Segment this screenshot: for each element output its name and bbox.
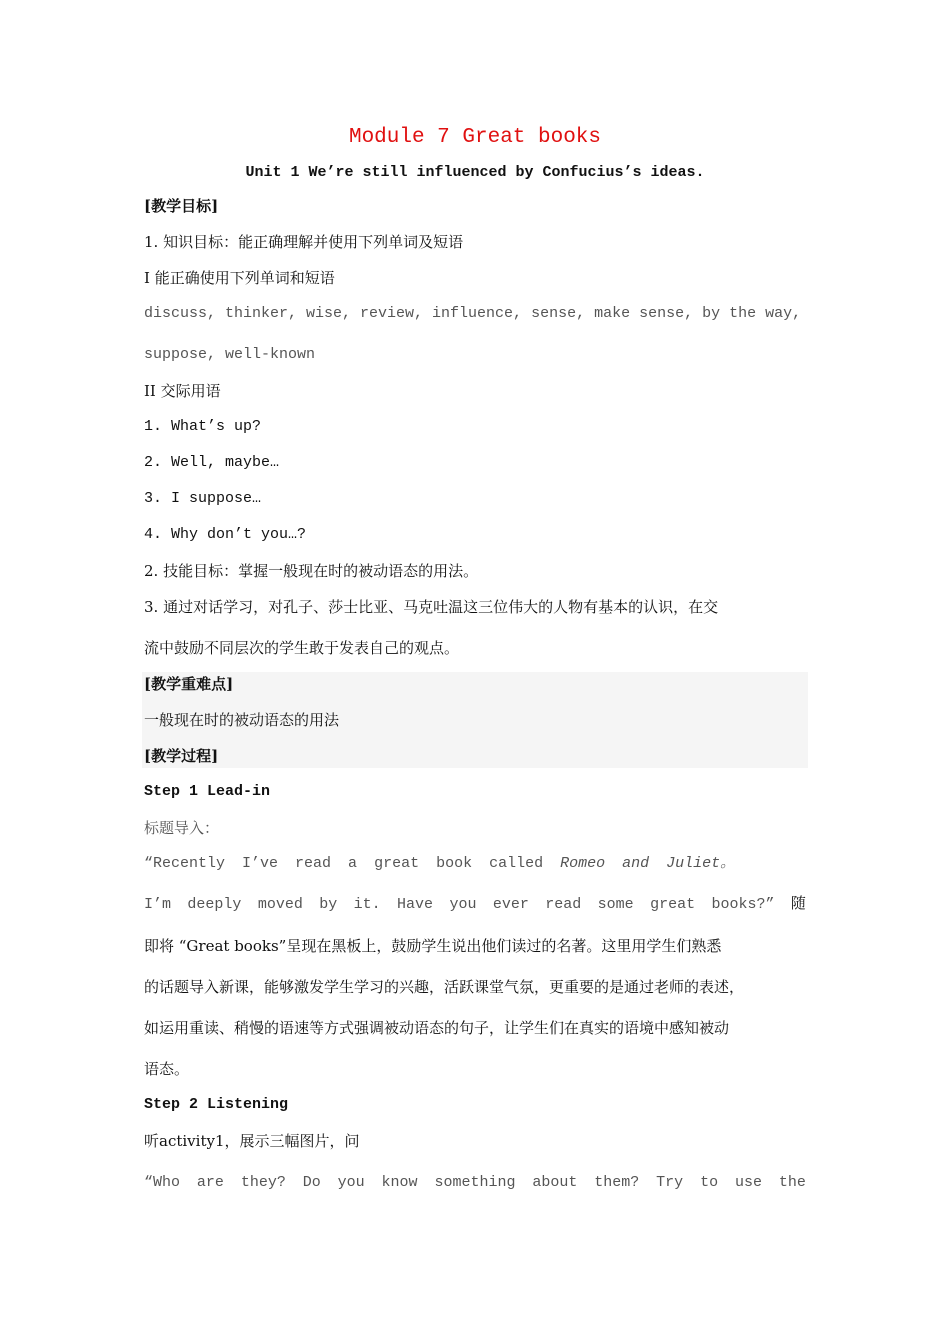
- section-heading-goals: [教学目标]: [144, 197, 219, 215]
- step1-heading: Step 1 Lead-in: [144, 783, 271, 800]
- step2-heading: Step 2 Listening: [144, 1096, 289, 1113]
- module-title: Module 7 Great books: [348, 126, 602, 149]
- word: ever: [492, 896, 529, 913]
- goal-knowledge: 1. 知识目标：能正确理解并使用下列单词及短语: [144, 233, 464, 251]
- word: Have: [397, 896, 434, 913]
- word: it.: [353, 896, 381, 913]
- word: Juliet。: [666, 855, 736, 872]
- word: to: [700, 1174, 719, 1191]
- step1-paragraph-line-2: 的话题导入新课，能够激发学生学习的兴趣，活跃课堂气氛，更重要的是通过老师的表述，: [144, 978, 745, 996]
- word: called: [489, 855, 544, 872]
- step1-paragraph-line-1: 即将 “Great books”呈现在黑板上，鼓励学生说出他们读过的名著。这里用学生们熟悉: [144, 937, 722, 955]
- word: book: [436, 855, 473, 872]
- word: and: [622, 855, 650, 872]
- word: are: [196, 1174, 224, 1191]
- phrase-item: 1. What’s up?: [144, 418, 262, 435]
- step2-text: 听activity1，展示三幅图片，问: [144, 1132, 360, 1150]
- word: read: [295, 855, 332, 872]
- goal-emotion-line-1: 3. 通过对话学习，对孔子、莎士比亚、马克吐温这三位伟大的人物有基本的认识，在交: [144, 598, 719, 616]
- word: great: [650, 896, 696, 913]
- word: some: [597, 896, 634, 913]
- part-vocabulary-heading: I 能正确使用下列单词和短语: [144, 269, 335, 287]
- word: 随: [790, 896, 806, 913]
- word: I’ve: [242, 855, 279, 872]
- part-phrases-heading: II 交际用语: [144, 382, 221, 400]
- vocabulary-line-2: suppose, well-known: [144, 346, 316, 363]
- section-heading-process: [教学过程]: [144, 747, 219, 765]
- word: deeply: [187, 896, 242, 913]
- word: “Recently: [144, 855, 226, 872]
- word: something: [434, 1174, 516, 1191]
- word: moved: [257, 896, 303, 913]
- phrase-item: 3. I suppose…: [144, 490, 262, 507]
- quote-line-1: [144, 854, 735, 874]
- word: they?: [240, 1174, 286, 1191]
- word: use: [734, 1174, 762, 1191]
- phrase-item: 2. Well, maybe…: [144, 454, 280, 471]
- step1-paragraph-line-3: 如运用重读、稍慢的语速等方式强调被动语态的句子，让学生们在真实的语境中感知被动: [144, 1019, 730, 1037]
- word: “Who: [144, 1174, 181, 1191]
- word: books?”: [711, 896, 775, 913]
- quote-line-3: [144, 1173, 806, 1193]
- word: great: [374, 855, 420, 872]
- word: the: [778, 1174, 806, 1191]
- step1-paragraph-line-4: 语态。: [144, 1060, 190, 1078]
- word: Romeo: [560, 855, 606, 872]
- section-heading-key-points: [教学重难点]: [144, 675, 234, 693]
- step1-intro: 标题导入：: [144, 819, 220, 837]
- quote-line-2: [144, 895, 806, 915]
- unit-subtitle: Unit 1 We’re still influenced by Confucius’s ideas.: [245, 164, 705, 181]
- phrase-item: 4. Why don’t you…?: [144, 526, 307, 543]
- word: you: [337, 1174, 365, 1191]
- vocabulary-line-1: discuss, thinker, wise, review, influence, sense, make sense, by the way,: [144, 305, 802, 322]
- word: read: [545, 896, 582, 913]
- word: a: [348, 855, 358, 872]
- word: know: [381, 1174, 418, 1191]
- word: about: [532, 1174, 578, 1191]
- word: I’m: [144, 896, 172, 913]
- key-points-text: 一般现在时的被动语态的用法: [144, 711, 340, 729]
- word: them?: [594, 1174, 640, 1191]
- word: by: [319, 896, 338, 913]
- word: Do: [302, 1174, 321, 1191]
- goal-skill: 2. 技能目标：掌握一般现在时的被动语态的用法。: [144, 562, 479, 580]
- word: Try: [656, 1174, 684, 1191]
- goal-emotion-line-2: 流中鼓励不同层次的学生敢于发表自己的观点。: [144, 639, 460, 657]
- word: you: [449, 896, 477, 913]
